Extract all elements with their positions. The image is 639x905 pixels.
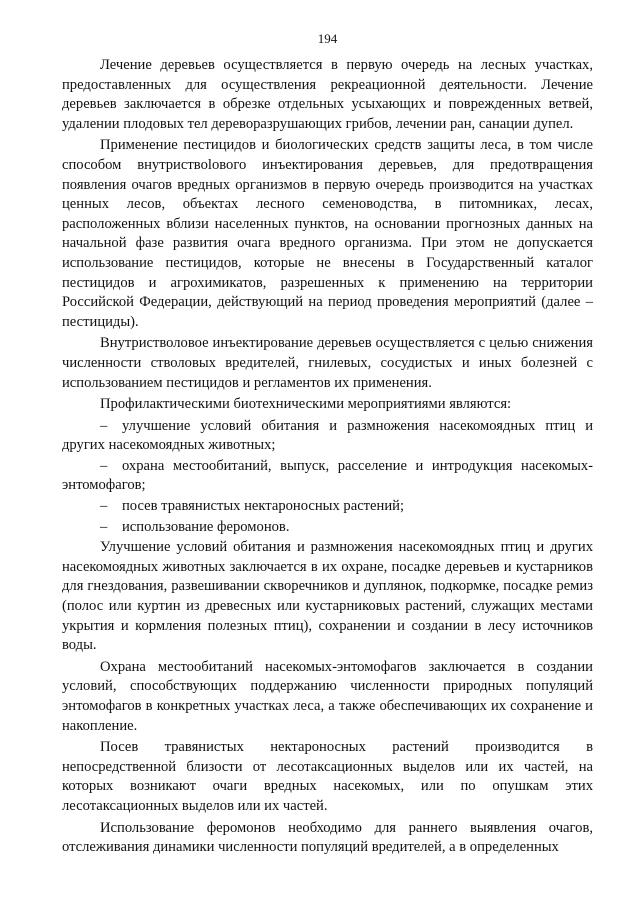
- list-dash: –: [100, 457, 108, 474]
- list-item: [62, 497, 593, 517]
- list-dash: –: [100, 498, 108, 515]
- list-dash: –: [100, 417, 108, 434]
- list-item-text: охрана местообитаний, выпуск, расселение и интродукция насекомых-энтомофагов;: [62, 457, 593, 494]
- paragraph-pesticide-use: Применение пестицидов и биологических средств защиты леса, в том числе способом внутриствolового инъектирования деревьев, для предотвращения появления очагов вредных организмов в первую очередь производится на участках ценных лесов, объектах лесного семеноводства, в питомниках, лесах, расположенных вблизи населенных пунктов, на основании прогнозных данных на начальной фазе развития очага вредного организма. При этом не допускается использование пестицидов, которые не внесены в Государственный каталог пестицидов и агрохимикатов, разрешенных к применению на территории Российской Федерации, действующий на период проведения мероприятий (далее – пестициды).: [62, 137, 593, 330]
- paragraph-tree-treatment: Лечение деревьев осуществляется в первую очередь на лесных участках, предоставленных для осуществления рекреационной деятельности. Лечение деревьев заключается в обрезке отдельных усыхающих и поврежденных ветвей, удалении плодовых тел дереворазрушающих грибов, лечении ран, санации дупел.: [62, 57, 593, 132]
- list-item: [62, 417, 593, 456]
- paragraph-nectar-plants: Посев травянистых нектароносных растений производится в непосредственной близости от лесотаксационных выделов или их частей, на которых возникают очаги вредных насекомых, или по опушкам этих лесотаксационных выделов или их частей.: [62, 739, 593, 814]
- biotechnical-measures-list: [62, 417, 593, 538]
- list-item: [62, 518, 593, 538]
- list-item-text: использование феромонов.: [122, 518, 290, 535]
- list-item-text: улучшение условий обитания и размножения насекомоядных птиц и других насекомоядных животных;: [62, 417, 593, 454]
- paragraph-biotechnical-intro: Профилактическими биотехническими мероприятиями являются:: [100, 396, 512, 413]
- list-dash: –: [100, 518, 108, 535]
- paragraph-entomophage-habitat: Охрана местообитаний насекомых-энтомофагов заключается в создании условий, способствующих поддержанию численности природных популяций энтомофагов в конкретных участках леса, а также обеспечивающих их сохранение и накопление.: [62, 658, 593, 734]
- document-page: [62, 30, 593, 860]
- paragraph-trunk-injection: Внутристволовое инъектирование деревьев осуществляется с целью снижения численности стволовых вредителей, гнилевых, сосудистых и иных болезней с использованием пестицидов и регламентов их применения.: [62, 335, 593, 391]
- list-item-text: посев травянистых нектароносных растений;: [122, 498, 405, 515]
- paragraph-pheromones: Использование феромонов необходимо для раннего выявления очагов, отслеживания динамики численности популяций вредителей, а в определенных: [62, 819, 593, 856]
- paragraph-bird-habitat: Улучшение условий обитания и размножения насекомоядных птиц и других насекомоядных животных заключается в их охране, посадке деревьев и кустарников для гнездования, развешивании скворечников и дуплянок, подкормке, посадке ремиз (полос или куртин из древесных или кустарниковых растений, служащих местами укрытия и кормления полезных птиц), сохранении и создании в лесу источников воды.: [62, 539, 593, 654]
- page-number: 194: [317, 31, 338, 46]
- list-item: [62, 457, 593, 496]
